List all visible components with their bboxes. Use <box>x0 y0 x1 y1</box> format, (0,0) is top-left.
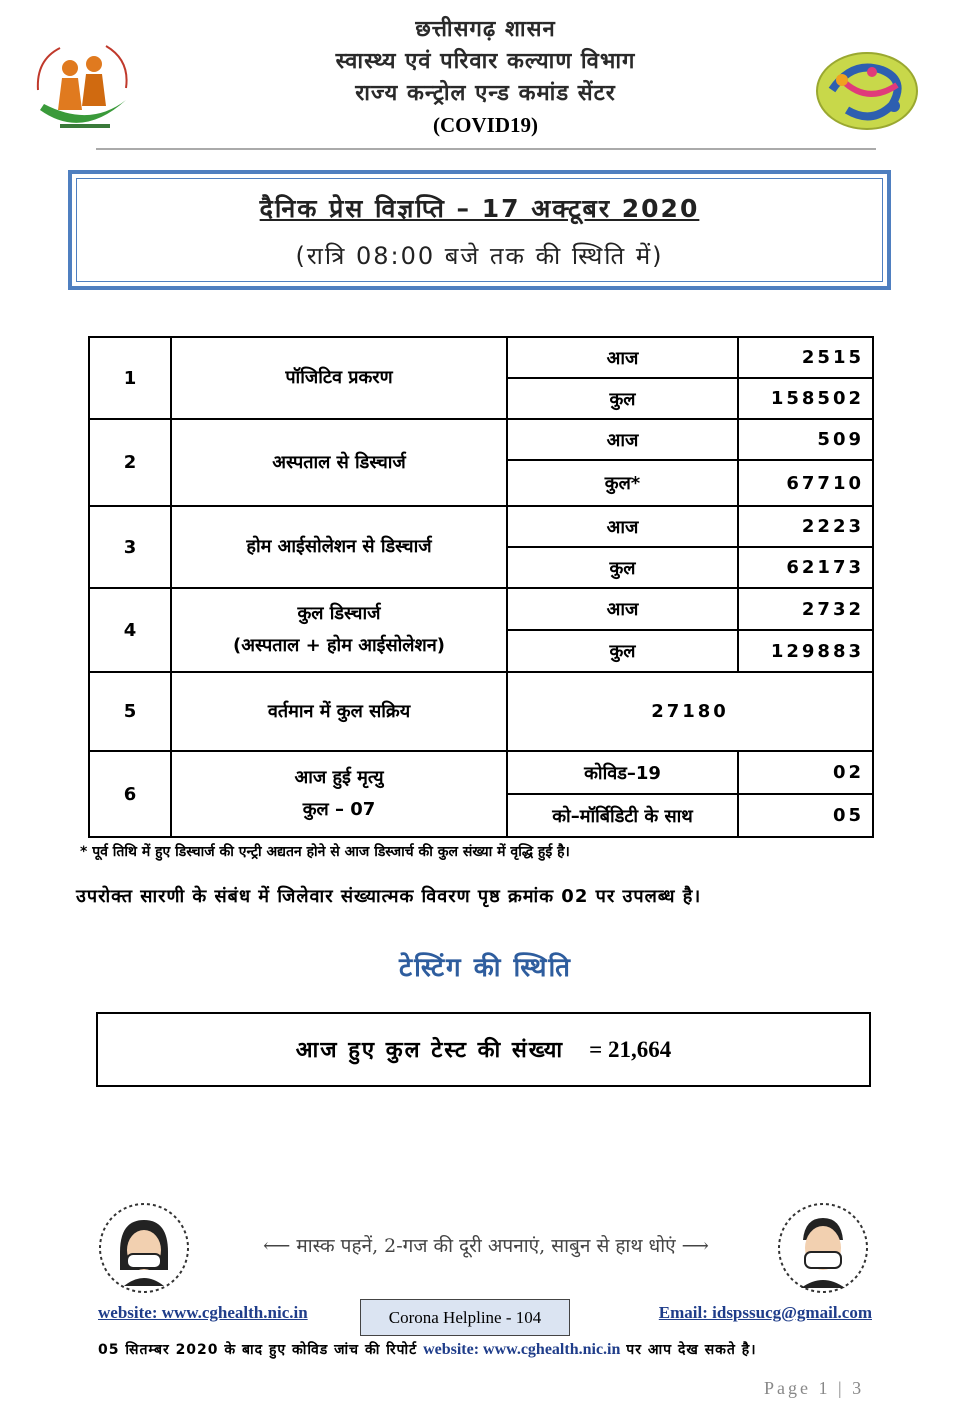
total-label: कुल <box>507 547 738 588</box>
safety-message: ⟵ मास्क पहनें, 2-गज की दूरी अपनाएं, साबुन से हाथ धोएं ⟶ <box>263 1235 709 1257</box>
row-label-main: कुल डिस्चार्ज <box>297 603 381 624</box>
idsp-logo-icon <box>812 50 922 132</box>
swasth-chhattisgarh-logo-icon <box>30 40 134 136</box>
row-number: 5 <box>89 672 171 751</box>
active-value: 27180 <box>507 672 873 751</box>
testing-heading: टेस्टिंग की स्थिति <box>399 953 572 983</box>
total-value: 67710 <box>738 460 873 506</box>
discharge-footnote: * पूर्व तिथि में हुए डिस्चार्ज की एन्ट्री अद्यतन होने से आज डिस्जार्च की कुल संख्या में वृद्धि हुई है। <box>80 844 570 860</box>
covid-stats-table <box>88 336 874 838</box>
row-label-secondary: कुल – 07 <box>302 799 376 820</box>
covid-death-label: कोविड–19 <box>507 751 738 794</box>
row-label-main: आज हुई मृत्यु <box>294 767 384 788</box>
report-note-end: पर आप देख सकते है। <box>626 1342 757 1358</box>
row-label <box>171 588 507 672</box>
total-label: कुल* <box>507 460 738 506</box>
comorbid-death-value: 05 <box>738 794 873 837</box>
today-value: 2732 <box>738 588 873 630</box>
row-label: वर्तमान में कुल सक्रिय <box>171 672 507 751</box>
row-number: 6 <box>89 751 171 837</box>
row-number: 3 <box>89 506 171 588</box>
today-label: आज <box>507 506 738 547</box>
press-release-inner <box>76 178 883 282</box>
report-note-text: 05 सितम्बर 2020 के बाद हुए कोविड जांच की रिपोर्ट <box>98 1342 418 1358</box>
today-value: 2515 <box>738 337 873 378</box>
website-link[interactable]: website: www.cghealth.nic.in <box>98 1303 308 1322</box>
report-website-link[interactable]: website: www.cghealth.nic.in <box>423 1341 621 1358</box>
row-number: 2 <box>89 419 171 506</box>
masked-man-icon <box>775 1200 871 1296</box>
row-label: अस्पताल से डिस्चार्ज <box>171 419 507 506</box>
govt-name: छत्तीसगढ़ शासन <box>415 17 556 42</box>
district-note: उपरोक्त सारणी के संबंध में जिलेवार संख्यात्मक विवरण पृष्ठ क्रमांक 02 पर उपलब्ध है। <box>76 886 702 907</box>
row-label-secondary: (अस्पताल + होम आईसोलेशन) <box>233 635 445 656</box>
table-row <box>89 419 873 460</box>
header-divider <box>96 148 876 150</box>
table-row <box>89 588 873 630</box>
today-value: 2223 <box>738 506 873 547</box>
today-label: आज <box>507 419 738 460</box>
row-number: 4 <box>89 588 171 672</box>
covid-label: (COVID19) <box>433 113 538 137</box>
table-row <box>89 506 873 547</box>
email-link[interactable]: Email: idspssucg@gmail.com <box>658 1303 872 1322</box>
total-label: कुल <box>507 630 738 672</box>
report-note <box>98 1340 757 1359</box>
page-number: Page 1 | 3 <box>764 1378 865 1398</box>
total-value: 62173 <box>738 547 873 588</box>
table-row <box>89 751 873 794</box>
press-release-box <box>68 170 891 290</box>
row-label <box>171 751 507 837</box>
masked-woman-icon <box>96 1200 192 1296</box>
comorbid-death-label: को–मॉर्बिडिटी के साथ <box>507 794 738 837</box>
row-number: 1 <box>89 337 171 419</box>
total-value: 129883 <box>738 630 873 672</box>
press-release-title: दैनिक प्रेस विज्ञप्ति – 17 अक्टूबर 2020 <box>259 194 700 223</box>
today-label: आज <box>507 588 738 630</box>
today-value: 509 <box>738 419 873 460</box>
total-value: 158502 <box>738 378 873 419</box>
department-name: स्वास्थ्य एवं परिवार कल्याण विभाग <box>335 49 636 74</box>
helpline-box: Corona Helpline - 104 <box>360 1299 570 1336</box>
row-label: होम आईसोलेशन से डिस्चार्ज <box>171 506 507 588</box>
safety-banner <box>96 1200 871 1296</box>
today-label: आज <box>507 337 738 378</box>
testing-value: = 21,664 <box>589 1037 672 1062</box>
control-center-name: राज्य कन्ट्रोल एन्ड कमांड सेंटर <box>355 81 616 106</box>
table-row <box>89 672 873 751</box>
press-release-subtitle: (रात्रि 08:00 बजे तक की स्थिति में) <box>295 242 664 270</box>
testing-box <box>96 1012 871 1087</box>
row-label: पॉजिटिव प्रकरण <box>171 337 507 419</box>
table-row <box>89 337 873 378</box>
testing-label: आज हुए कुल टेस्ट की संख्या <box>295 1038 565 1063</box>
covid-death-value: 02 <box>738 751 873 794</box>
total-label: कुल <box>507 378 738 419</box>
